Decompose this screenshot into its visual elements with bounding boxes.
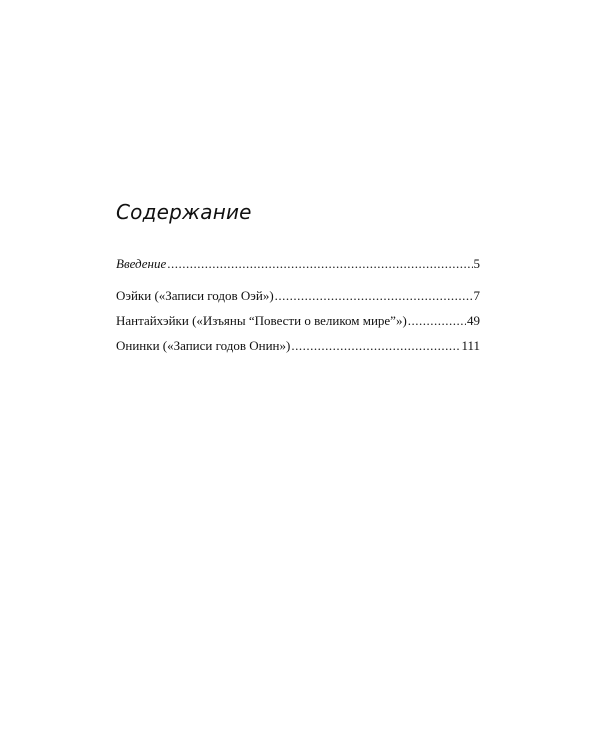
toc-entry-page: 7 xyxy=(473,288,480,303)
toc-entry-label: Онинки («Записи годов Онин») xyxy=(116,338,291,353)
toc-entry-nantaiheiki[interactable] xyxy=(116,311,480,331)
toc-entry-oeiki[interactable] xyxy=(116,286,480,306)
toc-entry-label: Нантайхэйки («Изъяны “Повести о великом мире”») xyxy=(116,313,407,328)
toc-entry-introduction[interactable] xyxy=(116,254,480,274)
dot-leader xyxy=(291,336,460,356)
dot-leader xyxy=(408,311,466,331)
toc-entry-oninki[interactable] xyxy=(116,336,480,356)
toc-entry-label: Оэйки («Записи годов Оэй») xyxy=(116,288,274,303)
dot-leader xyxy=(275,286,473,306)
table-of-contents xyxy=(116,254,480,356)
toc-entry-page: 111 xyxy=(461,338,480,353)
toc-entry-page: 5 xyxy=(473,256,480,271)
dot-leader xyxy=(167,254,472,274)
page-title: Содержание xyxy=(116,200,252,224)
toc-entry-label: Введение xyxy=(116,256,167,271)
toc-entry-page: 49 xyxy=(467,313,480,328)
